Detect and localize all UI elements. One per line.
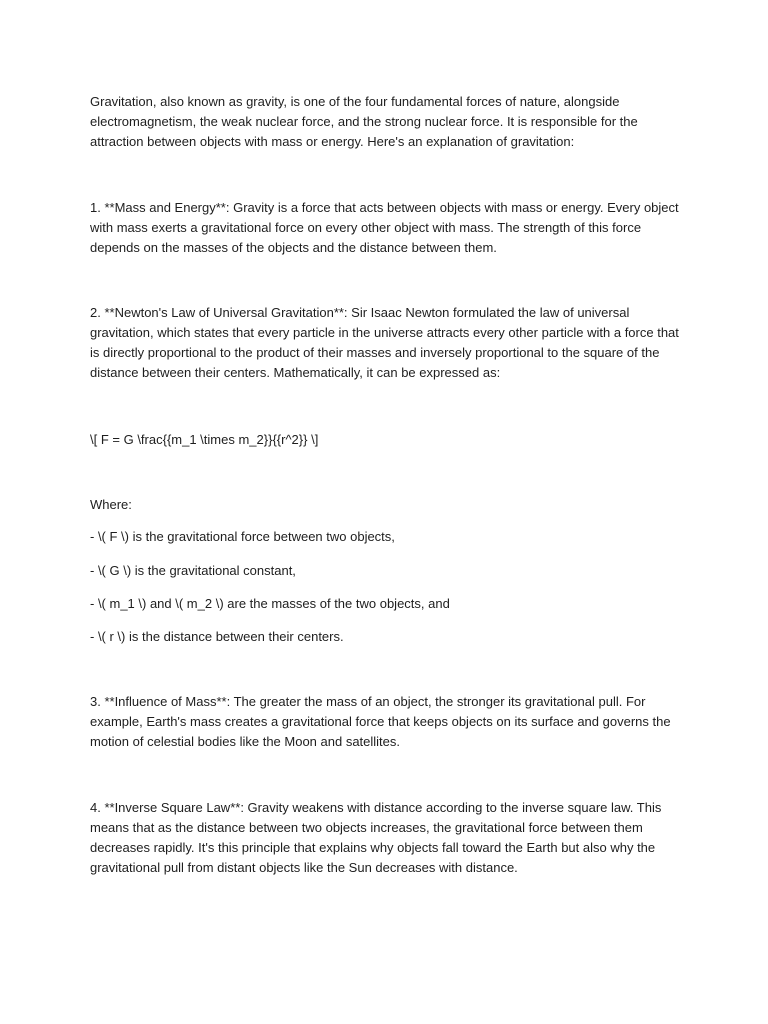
intro-paragraph: Gravitation, also known as gravity, is one of the four fundamental forces of nature, alongside electromagnetism, the weak nuclear force, and the strong nuclear force. It is responsible for the attraction between objects with mass or energy. Here's an explanation of gravitation:: [90, 94, 638, 149]
point-inverse-square-law: 4. **Inverse Square Law**: Gravity weakens with distance according to the inverse square law. This means that as the distance between two objects increases, the gravitational force between them decreases rapidly. It's this principle that explains why objects fall toward the Earth but also why the gravitational pull from distant objects like the Sun decreases with distance.: [90, 800, 662, 875]
where-item-r: - \( r \) is the distance between their centers.: [90, 629, 344, 644]
where-item-g: - \( G \) is the gravitational constant,: [90, 563, 296, 578]
where-item-f: - \( F \) is the gravitational force between two objects,: [90, 529, 395, 544]
point-influence-of-mass: 3. **Influence of Mass**: The greater the mass of an object, the stronger its gravitational pull. For example, Earth's mass creates a gravitational force that keeps objects on its surface and governs the motion of celestial bodies like the Moon and satellites.: [90, 694, 671, 749]
gravitation-formula: \[ F = G \frac{{m_1 \times m_2}}{{r^2}} \]: [90, 432, 319, 447]
point-newtons-law: 2. **Newton's Law of Universal Gravitation**: Sir Isaac Newton formulated the law of universal gravitation, which states that every particle in the universe attracts every other particle with a force that is directly proportional to the product of their masses and inversely proportional to the square of the distance between their centers. Mathematically, it can be expressed as:: [90, 305, 679, 380]
where-label: Where:: [90, 497, 132, 512]
point-mass-and-energy: 1. **Mass and Energy**: Gravity is a force that acts between objects with mass or energy. Every object with mass exerts a gravitational force on every other object with mass. The strength of this force depends on the masses of the objects and the distance between them.: [90, 200, 679, 255]
where-item-masses: - \( m_1 \) and \( m_2 \) are the masses of the two objects, and: [90, 596, 450, 611]
